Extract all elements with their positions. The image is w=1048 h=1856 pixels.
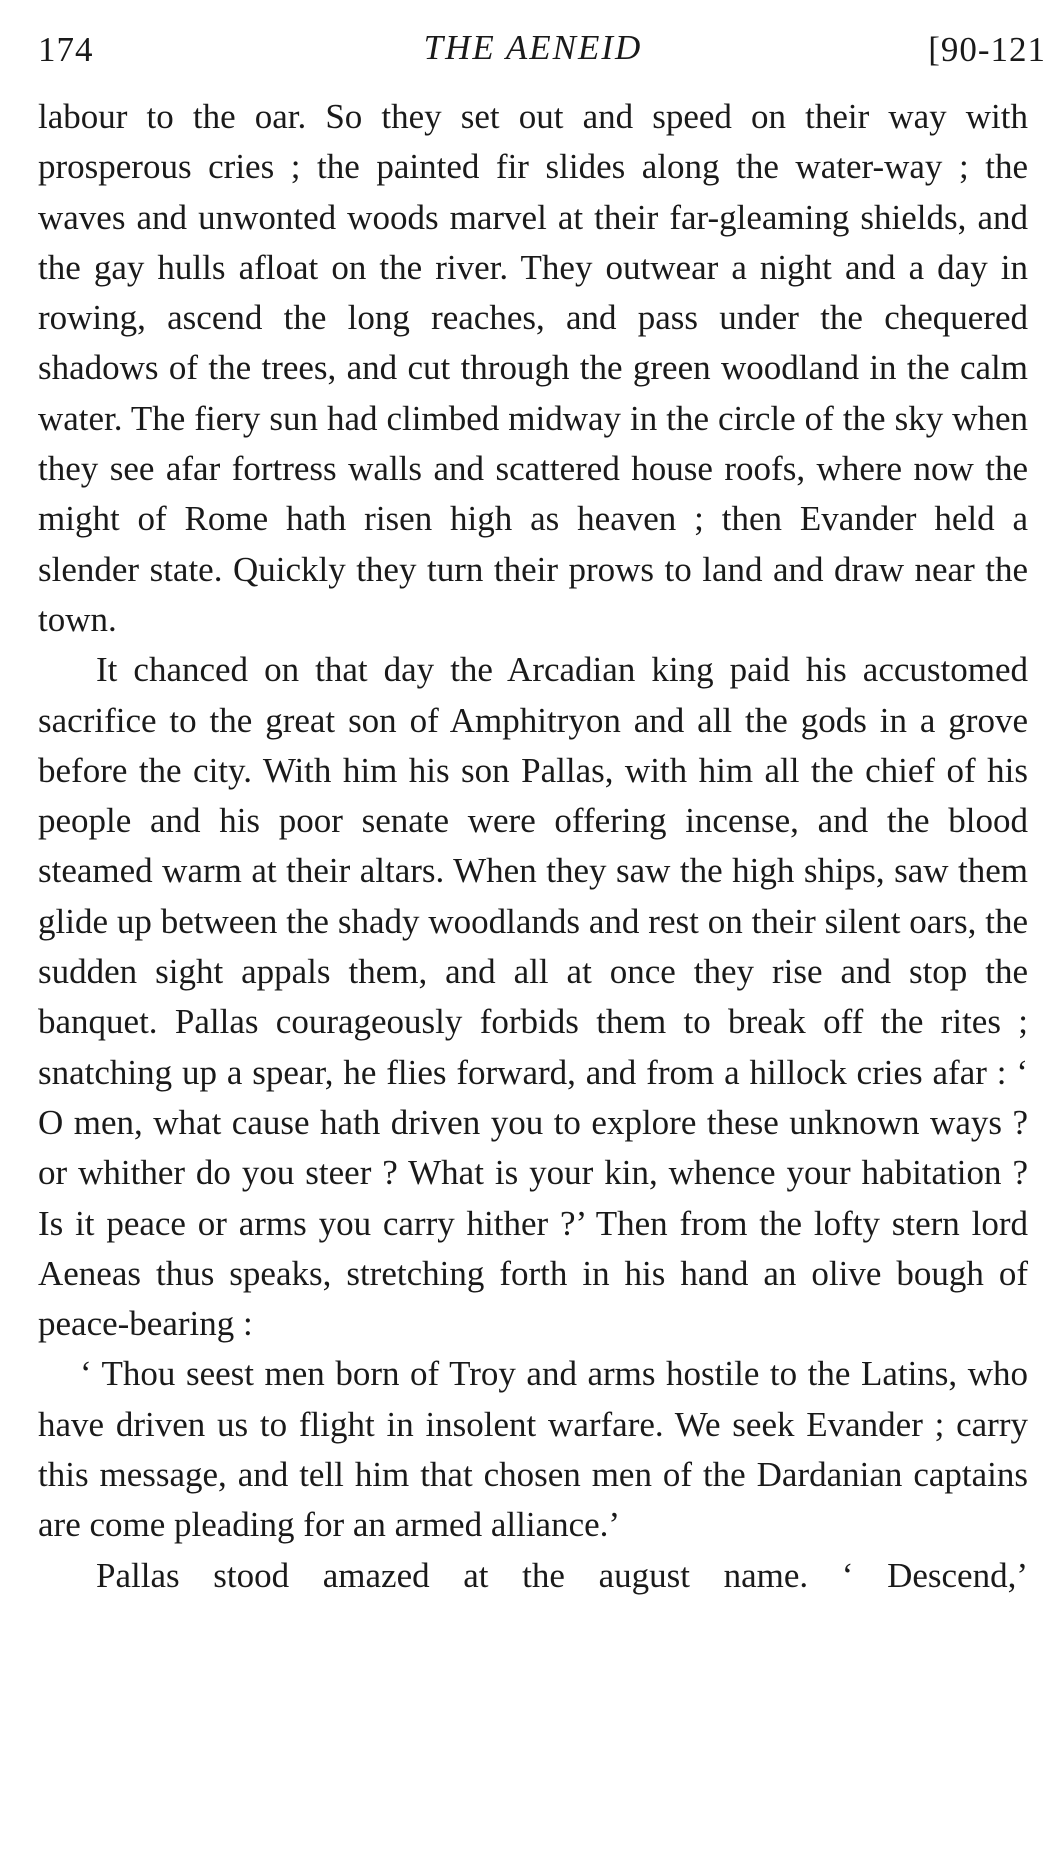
line-range: [90-121 <box>928 30 1046 69</box>
running-header <box>38 20 1046 80</box>
book-page <box>38 20 1046 1601</box>
paragraph-2: It chanced on that day the Arcadian king paid his accustomed sacrifice to the great son of Amphitryon and all the gods in a grove before the city. With him his son Pallas, with him all the chief of his people and his poor senate were offering incense, and the blood steamed warm at their altars. When they saw the high ships, saw them glide up between the shady woodlands and rest on their silent oars, the sudden sight appals them, and all at once they rise and stop the banquet. Pallas courageously forbids them to break off the rites ; snatching up a spear, he flies forward, and from a hillock cries afar : ‘ O men, what cause hath driven you to explore these unknown ways ? or whither do you steer ? What is your kin, whence your habitation ? Is it peace or arms you carry hither ?’ Then from the lofty stern lord Aeneas thus speaks, stretching forth in his hand an olive bough of peace-bearing : <box>38 650 1028 1344</box>
paragraph-1: labour to the oar. So they set out and speed on their way with prosperous cries ; the painted fir slides along the water-way ; the waves and unwonted woods marvel at their far-gleaming shields, and the gay hulls afloat on the river. They outwear a night and a day in rowing, ascend the long reaches, and pass under the chequered shadows of the trees, and cut through the green woodland in the calm water. The fiery sun had climbed midway in the circle of the sky when they see afar fortress walls and scattered house roofs, where now the might of Rome hath risen high as heaven ; then Evander held a slender state. Quickly they turn their prows to land and draw near the town. <box>38 97 1028 639</box>
paragraph-4: Pallas stood amazed at the august name. ‘ Descend,’ <box>96 1555 1028 1595</box>
paragraph-3: ‘ Thou seest men born of Troy and arms hostile to the Latins, who have driven us to flight in insolent warfare. We seek Evander ; carry this message, and tell him that chosen men of the Dardanian captains are come pleading for an armed alliance.’ <box>38 1354 1028 1545</box>
page-number: 174 <box>38 30 94 69</box>
body-text <box>38 92 1028 1601</box>
book-title: THE AENEID <box>423 28 643 67</box>
